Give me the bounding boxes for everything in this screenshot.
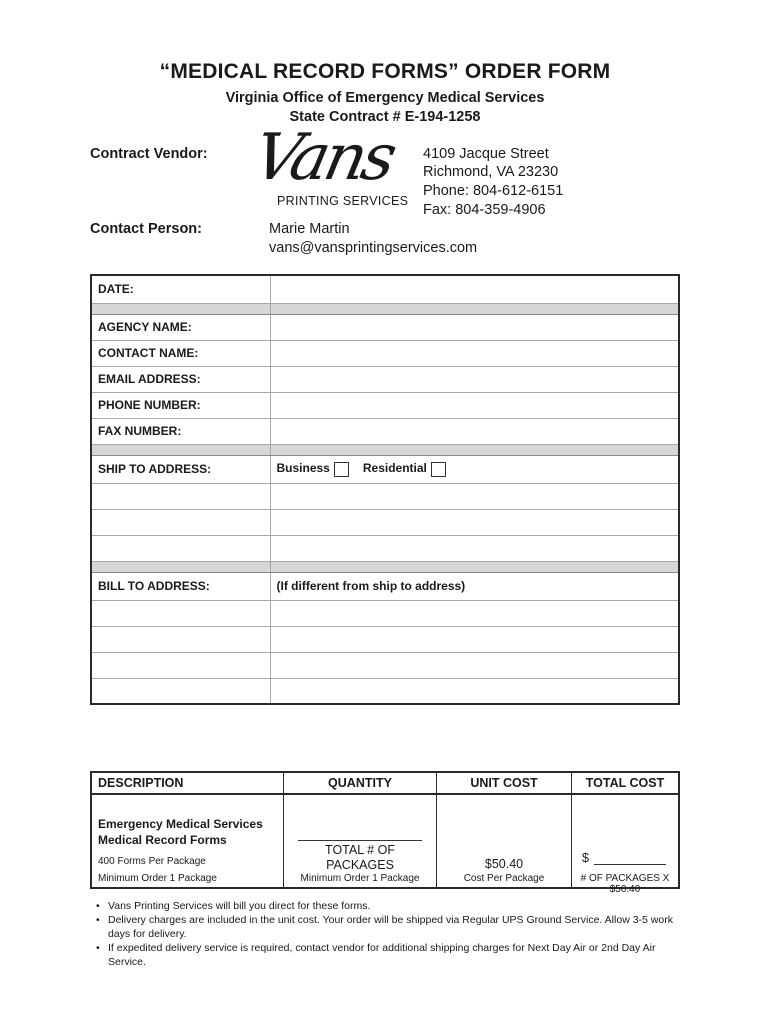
bill-address-line-label[interactable] [91, 600, 270, 626]
bill-address-line-label[interactable] [91, 626, 270, 652]
date-field[interactable] [270, 275, 679, 303]
item-name-line1: Emergency Medical Services [98, 817, 263, 831]
contact-name-field[interactable] [270, 340, 679, 366]
logo-subtitle: PRINTING SERVICES [277, 194, 409, 208]
unit-price: $50.40 [484, 857, 524, 871]
total-cost-entry-line[interactable] [594, 864, 666, 865]
unit-cost-header: UNIT COST [437, 772, 572, 794]
total-cost-cell [572, 794, 680, 895]
email-address-label: EMAIL ADDRESS: [91, 366, 270, 392]
contact-name-label: CONTACT NAME: [91, 340, 270, 366]
bill-address-line-label[interactable] [91, 678, 270, 704]
vendor-street: 4109 Jacque Street [423, 146, 549, 162]
bill-address-line-field[interactable] [270, 600, 679, 626]
ship-to-label: SHIP TO ADDRESS: [91, 455, 270, 483]
contract-vendor-label: Contract Vendor: [90, 146, 208, 162]
quantity-cell [284, 794, 437, 888]
section-divider [270, 444, 679, 455]
item-name-line2: Medical Record Forms [98, 833, 227, 847]
date-label: DATE: [91, 275, 270, 303]
bill-to-label: BILL TO ADDRESS: [91, 572, 270, 600]
section-divider [91, 303, 270, 314]
section-divider [91, 444, 270, 455]
ship-address-line-field[interactable] [270, 535, 679, 561]
ship-address-line-field[interactable] [270, 509, 679, 535]
order-info-table [90, 274, 680, 705]
quantity-header: QUANTITY [284, 772, 437, 794]
contact-email: vans@vansprintingservices.com [269, 240, 478, 256]
total-packages-label-line1: TOTAL # OF [325, 843, 395, 857]
office-subtitle: Virginia Office of Emergency Medical Services [225, 90, 545, 106]
bill-address-line-field[interactable] [270, 678, 679, 704]
note-delivery: • Delivery charges are included in the unit cost. Your order will be shipped via Regular UPS Ground Service. Allow 3-5 work days for delivery. [96, 913, 696, 941]
section-divider [91, 561, 270, 572]
minimum-order: Minimum Order 1 Package [98, 873, 217, 884]
contract-number: State Contract # E-194-1258 [289, 109, 481, 125]
vendor-city: Richmond, VA 23230 [423, 164, 559, 180]
ship-address-line-field[interactable] [270, 483, 679, 509]
quantity-minimum-note: Minimum Order 1 Package [300, 873, 420, 884]
cost-per-package-note: Cost Per Package [463, 873, 545, 884]
bill-address-line-field[interactable] [270, 626, 679, 652]
vans-logo [247, 121, 415, 214]
phone-number-field[interactable] [270, 392, 679, 418]
phone-number-label: PHONE NUMBER: [91, 392, 270, 418]
unit-cost-cell [437, 794, 572, 888]
agency-name-label: AGENCY NAME: [91, 314, 270, 340]
note-billing: • Vans Printing Services will bill you direct for these forms. [96, 899, 696, 913]
section-divider [270, 561, 679, 572]
bill-to-note: (If different from ship to address) [270, 572, 679, 600]
residential-label: Residential [362, 461, 427, 476]
ship-address-line-label[interactable] [91, 483, 270, 509]
logo-wordmark: Vans [247, 121, 400, 195]
ship-address-line-label[interactable] [91, 509, 270, 535]
business-checkbox[interactable] [334, 462, 349, 477]
total-formula-note: # OF PACKAGES X $50.40 [580, 873, 670, 895]
ship-type-cell [270, 455, 679, 483]
contact-person-name: Marie Martin [269, 221, 350, 237]
description-cell [91, 794, 284, 888]
dollar-sign: $ [582, 851, 589, 865]
section-divider [270, 303, 679, 314]
notes-list [96, 899, 696, 969]
vendor-phone: Phone: 804-612-6151 [423, 183, 564, 199]
forms-per-package: 400 Forms Per Package [98, 856, 206, 867]
quantity-entry-line[interactable] [298, 840, 422, 841]
business-label: Business [276, 461, 330, 476]
bill-address-line-label[interactable] [91, 652, 270, 678]
email-address-field[interactable] [270, 366, 679, 392]
total-cost-header: TOTAL COST [572, 772, 680, 794]
residential-checkbox[interactable] [431, 462, 446, 477]
fax-number-label: FAX NUMBER: [91, 418, 270, 444]
order-items-table [90, 771, 680, 895]
ship-address-line-label[interactable] [91, 535, 270, 561]
vendor-fax: Fax: 804-359-4906 [423, 202, 546, 218]
form-title: “MEDICAL RECORD FORMS” ORDER FORM [159, 60, 611, 83]
contact-person-label: Contact Person: [90, 221, 202, 237]
agency-name-field[interactable] [270, 314, 679, 340]
fax-number-field[interactable] [270, 418, 679, 444]
note-expedited: • If expedited delivery service is required, contact vendor for additional shipping charges for Next Day Air or 2nd Day Air Service. [96, 941, 696, 969]
bill-address-line-field[interactable] [270, 652, 679, 678]
description-header: DESCRIPTION [91, 772, 284, 794]
total-packages-label-line2: PACKAGES [326, 858, 394, 872]
